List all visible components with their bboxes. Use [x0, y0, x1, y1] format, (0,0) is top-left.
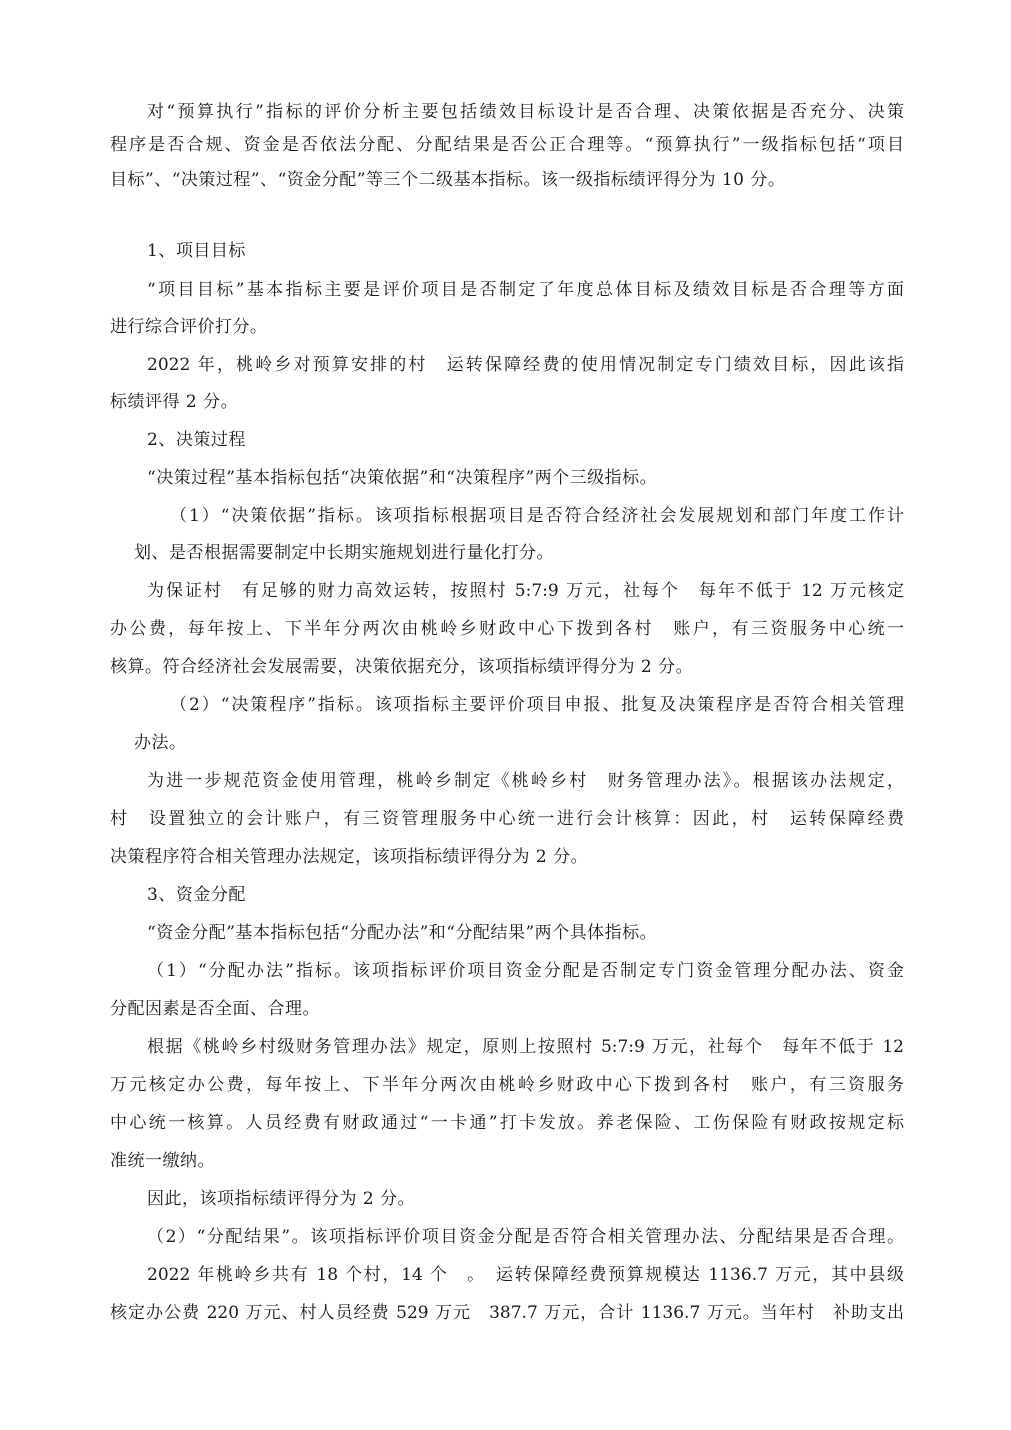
text-line — [0, 574, 1011, 608]
text-line-content: 2、决策过程 — [147, 430, 246, 450]
text-line — [0, 612, 1011, 646]
text-line-content: 标绩评得 2 分。 — [110, 392, 239, 412]
text-line — [0, 1296, 1011, 1330]
text-line — [0, 385, 1011, 419]
text-line-content: 划、是否根据需要制定中长期实施规划进行量化打分。 — [134, 543, 554, 563]
text-line-content: 2022 年桃岭乡共有 18 个村，14 个 。 运转保障经费预算规模达 1136.7 万元，其中县级 — [147, 1265, 904, 1285]
text-line — [0, 1030, 1011, 1064]
text-line — [0, 348, 1011, 382]
text-line — [0, 878, 1011, 912]
text-line — [0, 954, 1011, 988]
text-line — [0, 916, 1011, 950]
text-line — [0, 128, 1011, 162]
text-line-content: 目标”、“决策过程”、“资金分配”等三个二级基本指标。该一级指标绩评得分为 10 分。 — [110, 170, 786, 190]
text-line-content: （1）“分配办法”指标。该项指标评价项目资金分配是否制定专门资金管理分配办法、资金 — [147, 961, 904, 981]
text-line — [0, 1220, 1011, 1254]
text-line — [0, 234, 1011, 268]
text-line-content: 村 设置独立的会计账户，有三资管理服务中心统一进行会计核算：因此，村 运转保障经费 — [110, 809, 904, 829]
text-line — [0, 1106, 1011, 1140]
text-line-content: 根据《桃岭乡村级财务管理办法》规定，原则上按照村 5:7:9 万元，社每个 每年不低于 12 — [147, 1037, 904, 1057]
text-line — [0, 764, 1011, 798]
text-line-content: 决策程序符合相关管理办法规定，该项指标绩评得分为 2 分。 — [110, 847, 589, 867]
text-line-content: 核定办公费 220 万元、村人员经费 529 万元 387.7 万元，合计 1136.7 万元。当年村 补助支出 — [110, 1303, 904, 1323]
text-line — [0, 423, 1011, 457]
text-line-content: 分配因素是否全面、合理。 — [110, 999, 320, 1019]
text-line — [0, 688, 1011, 722]
text-line-content: “资金分配”基本指标包括“分配办法”和“分配结果”两个具体指标。 — [147, 923, 658, 943]
text-line — [0, 840, 1011, 874]
text-line-content: 为进一步规范资金使用管理，桃岭乡制定《桃岭乡村 财务管理办法》。根据该办法规定， — [147, 771, 904, 791]
text-line — [0, 1068, 1011, 1102]
text-line-content: 办公费，每年按上、下半年分两次由桃岭乡财政中心下拨到各村 账户，有三资服务中心统一 — [110, 619, 904, 639]
text-line — [0, 1258, 1011, 1292]
text-line-content: 对“预算执行”指标的评价分析主要包括绩效目标设计是否合理、决策依据是否充分、决策 — [147, 102, 904, 122]
text-line-content: 中心统一核算。人员经费有财政通过“一卡通”打卡发放。养老保险、工伤保险有财政按规定标 — [110, 1113, 904, 1133]
text-line — [0, 461, 1011, 495]
text-line-content: 2022 年，桃岭乡对预算安排的村 运转保障经费的使用情况制定专门绩效目标，因此该指 — [147, 355, 904, 375]
text-line-content: （1）“决策依据”指标。该项指标根据项目是否符合经济社会发展规划和部门年度工作计 — [170, 506, 904, 526]
text-line-content: （2）“决策程序”指标。该项指标主要评价项目申报、批复及决策程序是否符合相关管理 — [170, 695, 904, 715]
text-line — [0, 1182, 1011, 1216]
text-line — [0, 95, 1011, 129]
text-line — [0, 310, 1011, 344]
text-line-content: “项目目标”基本指标主要是评价项目是否制定了年度总体目标及绩效目标是否合理等方面 — [147, 280, 904, 300]
text-line — [0, 992, 1011, 1026]
text-line-content: 办法。 — [134, 733, 187, 753]
text-line-content: （2）“分配结果”。该项指标评价项目资金分配是否符合相关管理办法、分配结果是否合理。 — [147, 1227, 904, 1247]
text-line — [0, 650, 1011, 684]
text-line — [0, 536, 1011, 570]
text-line-content: “决策过程”基本指标包括“决策依据”和“决策程序”两个三级指标。 — [147, 468, 658, 488]
text-line-content: 1、项目目标 — [147, 241, 246, 261]
text-line — [0, 163, 1011, 197]
text-line-content: 3、资金分配 — [147, 885, 246, 905]
text-line — [0, 499, 1011, 533]
text-line-content: 核算。符合经济社会发展需要，决策依据充分，该项指标绩评得分为 2 分。 — [110, 657, 694, 677]
text-line — [0, 726, 1011, 760]
text-line-content: 万元核定办公费，每年按上、下半年分两次由桃岭乡财政中心下拨到各村 账户，有三资服务 — [110, 1075, 904, 1095]
text-line — [0, 1144, 1011, 1178]
text-line-content: 程序是否合规、资金是否依法分配、分配结果是否公正合理等。“预算执行”一级指标包括“项目 — [110, 135, 904, 155]
text-line — [0, 273, 1011, 307]
text-line-content: 进行综合评价打分。 — [110, 317, 268, 337]
text-line-content: 准统一缴纳。 — [110, 1151, 215, 1171]
text-line-content: 因此，该项指标绩评得分为 2 分。 — [147, 1189, 416, 1209]
text-line — [0, 802, 1011, 836]
text-line-content: 为保证村 有足够的财力高效运转，按照村 5:7:9 万元，社每个 每年不低于 12 万元核定 — [147, 581, 904, 601]
